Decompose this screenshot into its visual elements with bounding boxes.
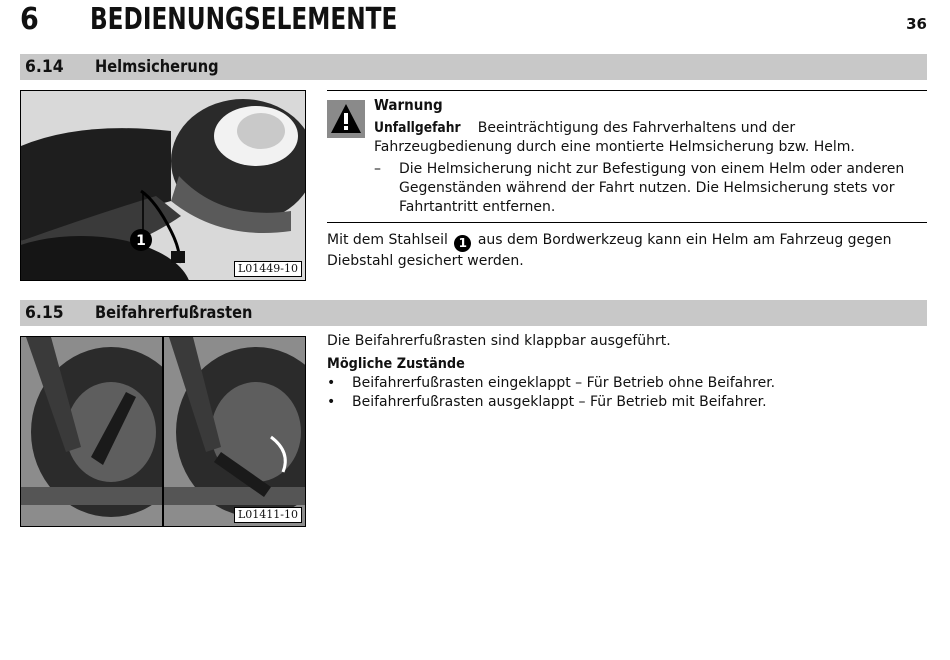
footrest-intro: Die Beifahrerfußrasten sind klappbar ausgeführt. <box>327 333 671 349</box>
state-text: Beifahrerfußrasten ausgeklappt – Für Betrieb mit Beifahrer. <box>352 394 767 410</box>
bullet-mark: • <box>327 394 336 410</box>
warning-lead <box>374 119 926 157</box>
figure-label: L01411-10 <box>234 507 302 523</box>
section-title: Beifahrerfußrasten <box>95 303 253 323</box>
body-text-before: Mit dem Stahlseil <box>327 232 448 248</box>
section-header-beifahrerfussrasten <box>20 300 927 326</box>
warning-top-rule <box>327 90 927 91</box>
page-number: 36 <box>906 15 927 33</box>
footrest-figure <box>20 336 306 527</box>
footrest-photo <box>21 337 305 526</box>
section-number: 6.15 <box>25 303 64 323</box>
list-item <box>327 374 775 393</box>
body-callout-1: 1 <box>454 235 471 252</box>
warning-list-item <box>374 160 926 217</box>
chapter-title: BEDIENUNGSELEMENTE <box>90 2 398 37</box>
chapter-number: 6 <box>20 2 39 37</box>
warning-item-text: Die Helmsicherung nicht zur Befestigung von einem Helm oder anderen Gegenständen während der Fahrt nutzen. Die Helmsicherung stets vor Fahrtantritt entfernen. <box>399 161 905 215</box>
warning-triangle-icon <box>327 100 365 138</box>
bullet-mark: • <box>327 375 336 391</box>
warning-lead-bold: Unfallgefahr <box>374 120 461 136</box>
dash-mark: – <box>374 161 381 177</box>
helmet-lock-photo <box>21 91 305 280</box>
body-text-after: aus dem Bordwerkzeug kann ein Helm am Fahrzeug gegen Diebstahl gesichert werden. <box>327 232 892 269</box>
states-heading: Mögliche Zustände <box>327 356 465 372</box>
warning-bottom-rule <box>327 222 927 223</box>
warning-lead-text: Beeinträchtigung des Fahrverhaltens und der Fahrzeugbedienung durch eine montierte Helmsicherung bzw. Helm. <box>374 120 855 155</box>
state-text: Beifahrerfußrasten eingeklappt – Für Betrieb ohne Beifahrer. <box>352 375 776 391</box>
list-item <box>327 393 767 412</box>
warning-title: Warnung <box>374 96 443 114</box>
section-title: Helmsicherung <box>95 57 219 77</box>
helmet-lock-body-text <box>327 231 925 271</box>
helmet-lock-figure <box>20 90 306 281</box>
figure-callout-1: 1 <box>136 233 146 249</box>
section-number: 6.14 <box>25 57 64 77</box>
section-header-helmsicherung <box>20 54 927 80</box>
figure-label: L01449-10 <box>234 261 302 277</box>
